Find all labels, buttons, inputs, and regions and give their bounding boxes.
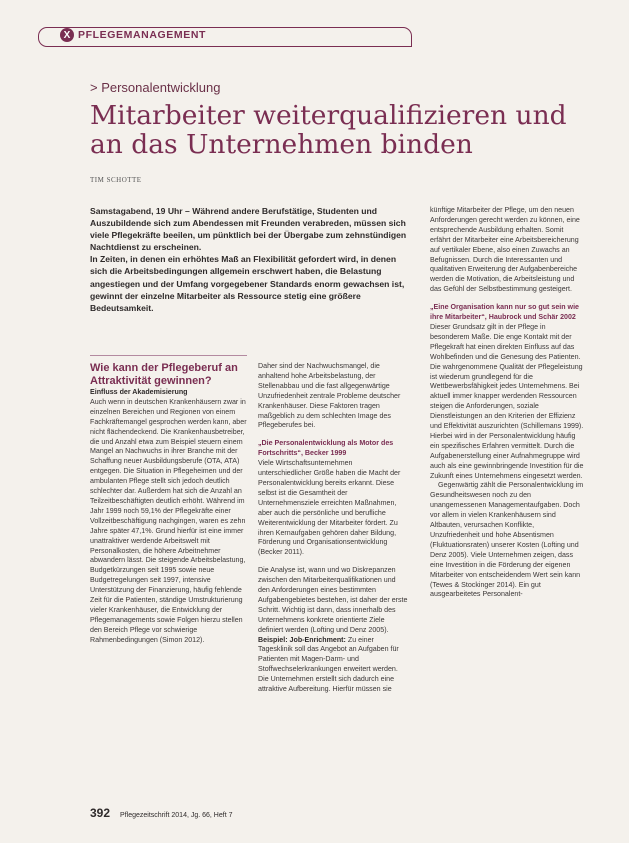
body-paragraph: künftige Mitarbeiter der Pflege, um den neuen Anforderungen gerecht werden zu können, eine entsprechende Ausbildung erhalten. Somit erfährt der Mitarbeiter eine Arbeitsbereicherung auf vertikaler Ebene, also einen Zuwachs an Befugnissen. Durch die Interessanten und qualitativen Erweiterung der Aufgabenbereiche werden die Motivation, die Arbeitsleistung und das Gefühl der Selbstbestimmung gesteigert. bbox=[430, 206, 580, 294]
article-author: TIM SCHOTTE bbox=[90, 176, 142, 184]
article-lead bbox=[90, 205, 408, 314]
body-paragraph: Gegenwärtig zählt die Personalentwicklung im Gesundheitswesen noch zu den unangemessenen Managementaufgaben. Doch vor allem in vielen Krankenhäusern sind Altbauten, verursachen Konflikte, Unzufriedenheit und hohe Absentismen (Fluktuationsraten) unserer Kosten (Lofting und Denz 2005). Viele Unternehmen zeigen, dass eine Investition in die Förderung der eigenen Mitarbeiter von entscheidendem Wert sein kann (Tewes & Stockinger 2014). Ein gut ausgearbeitetes Personalent- bbox=[430, 481, 584, 599]
section-badge-icon: X bbox=[60, 28, 74, 42]
journal-citation: Pflegezeitschrift 2014, Jg. 66, Heft 7 bbox=[120, 812, 233, 819]
body-paragraph: Auch wenn in deutschen Krankenhäusern zwar in einzelnen Bereichen und Regionen von einem Fachkräftemangel gesprochen werden kann, aber nicht flächendeckend. Die Krankenhausbetreiber, die und Anzahl etwa zum Beispiel steuern einem Mangel an Nachwuchs in ihrer Branche mit der Schaffung neuer Ausbildungsberufe (OTA, ATA) entgegen. Die Situation in Pflegeheimen und der ambulanten Pflege stellt sich jedoch deutlich schlechter dar. Außerdem hat sich die Anzahl an Teilzeitbeschäftigten deutlich erhöht. Während im Jahr 1999 noch 59,1% der Pflegekräfte einer Vollzeitbeschäftigung nachgingen, waren es zehn Jahre später 47,1%. Grund hierfür ist eine immer unattraktiver werdende Arbeitswelt mit Personalkosten, die höhere Arbeitnehmer abwandern lässt. Die steigende Arbeitsbelastung, Budgetkürzungen seit 1995 sowie neue Budgetregelungen seit 1997, intensive Unterstützung der Finanzierung, häufig fehlende Zeit für die Patienten, ständige Umstrukturierung vieler Krankenhäuser, die Entwicklung der Pflegemanagements sowie Folgen hierzu stellen den Bereich Pflege vor schwierige Rahmenbedingungen (Simon 2012). bbox=[90, 397, 247, 644]
body-paragraph: Dieser Grundsatz gilt in der Pflege in besonderem Maße. Die enge Kontakt mit der Pflegekraft hat einen direkten Einfluss auf das Wohlbefinden und die Genesung des Patienten. Die wahrgenommene Qualität der Pflegeleistung ist wiederum grundlegend für die Wettbewerbsfähigkeit jedes Unternehmens. Bei aktuell immer knapper werdenden Ressourcen steigen die Anforderungen, soziale Dienstleistungen an den Kriterien der Effizienz und Effektivität auszurichten (Schillemans 1999). Hierbei wird in der Personalentwicklung häufig ein spezifisches Erfahren vermittelt. Durch die Aufgabenerstellung einer Aufnahmegruppe wird auch als eine gewinnbringende Investition für die Zukunft eines Unternehmens eingesetzt werden. bbox=[430, 322, 584, 480]
body-column-2 bbox=[258, 362, 408, 695]
body-paragraph: Die Analyse ist, wann und wo Diskrepanzen zwischen den Mitarbeiterqualifikationen und den Anforderungen eines bestimmten Aufgabengebietes bestehen, ist daher der erste Schritt. Wichtig ist dann, dass innerhalb des Unternehmens konkrete orientierte Ziele definiert werden (Lofting und Denz 2005). bbox=[258, 566, 408, 634]
page-number: 392 bbox=[90, 806, 111, 820]
section-kicker: > Personalentwicklung bbox=[90, 80, 221, 95]
quote-heading: „Eine Organisation kann nur so gut sein wie ihre Mitarbeiter“, Haubrock und Schär 2002 bbox=[430, 303, 579, 322]
lead-paragraph: In Zeiten, in denen ein erhöhtes Maß an Flexibilität gefordert wird, in denen sich die Arbeitsbedingungen allgemein erschwert haben, die Belastung angestiegen und der Umfang vorgegebener Standards enorm gewachsen ist, gewinnt der einzelne Mitarbeiter als Ressource stetig eine größere Bedeutsamkeit. bbox=[90, 254, 405, 313]
paragraph-subheading: Einfluss der Akademisierung bbox=[90, 388, 188, 396]
body-paragraph: Viele Wirtschaftsunternehmen unterschiedlicher Größe haben die Macht der Personalentwicklung bereits erkannt. Diese selbst ist die Gesamtheit der Unternehmensziele erreichten Maßnahmen, aber auch die persönliche und berufliche Weiterentwicklung der Mitarbeiter fördert. Zu ihren Kernaufgaben gehören daher Bildung, Förderung und Organisationsentwicklung (Becker 2011). bbox=[258, 459, 401, 557]
page-footer bbox=[90, 806, 232, 820]
lead-paragraph: Samstagabend, 19 Uhr – Während andere Berufstätige, Studenten und Auszubildende sich zum Abendessen mit Freunden verabreden, müssen sich viele Pflegekräfte beeilen, um pünktlich bei der Übergabe zum zehnstündigen Nachtdienst zu erscheinen. bbox=[90, 206, 407, 253]
body-paragraph: Daher sind der Nachwuchsmangel, die anhaltend hohe Arbeitsbelastung, der Stellenabbau und die fast allgegenwärtige Unzufriedenheit zentrale Probleme deutscher Krankenhäuser. Diese Faktoren tragen maßgeblich zu dem schlechten Image des Pflegeberufes bei. bbox=[258, 362, 401, 430]
subheading: Wie kann der Pflegeberuf an Attraktivität gewinnen? bbox=[90, 362, 238, 387]
body-paragraph: Zu einer Tagesklinik soll das Angebot an Aufgaben für Patienten mit Magen-Darm- und Stoffwechselerkrankungen erweitert werden. Die Unternehmen erstellt sich dadurch eine attraktive Aufbereitung. Hierfür müssen sie bbox=[258, 635, 399, 694]
column-divider bbox=[90, 355, 247, 356]
article-title: Mitarbeiter weiterqualifizieren und an das Unternehmen binden bbox=[90, 100, 567, 160]
quote-heading: „Die Personalentwicklung als Motor des Fortschritts“, Becker 1999 bbox=[258, 439, 394, 458]
body-column-1 bbox=[90, 362, 247, 646]
body-column-3 bbox=[430, 206, 585, 600]
inline-subheading: Beispiel: Job-Enrichment: bbox=[258, 635, 346, 644]
section-header-label: PFLEGEMANAGEMENT bbox=[78, 29, 207, 41]
